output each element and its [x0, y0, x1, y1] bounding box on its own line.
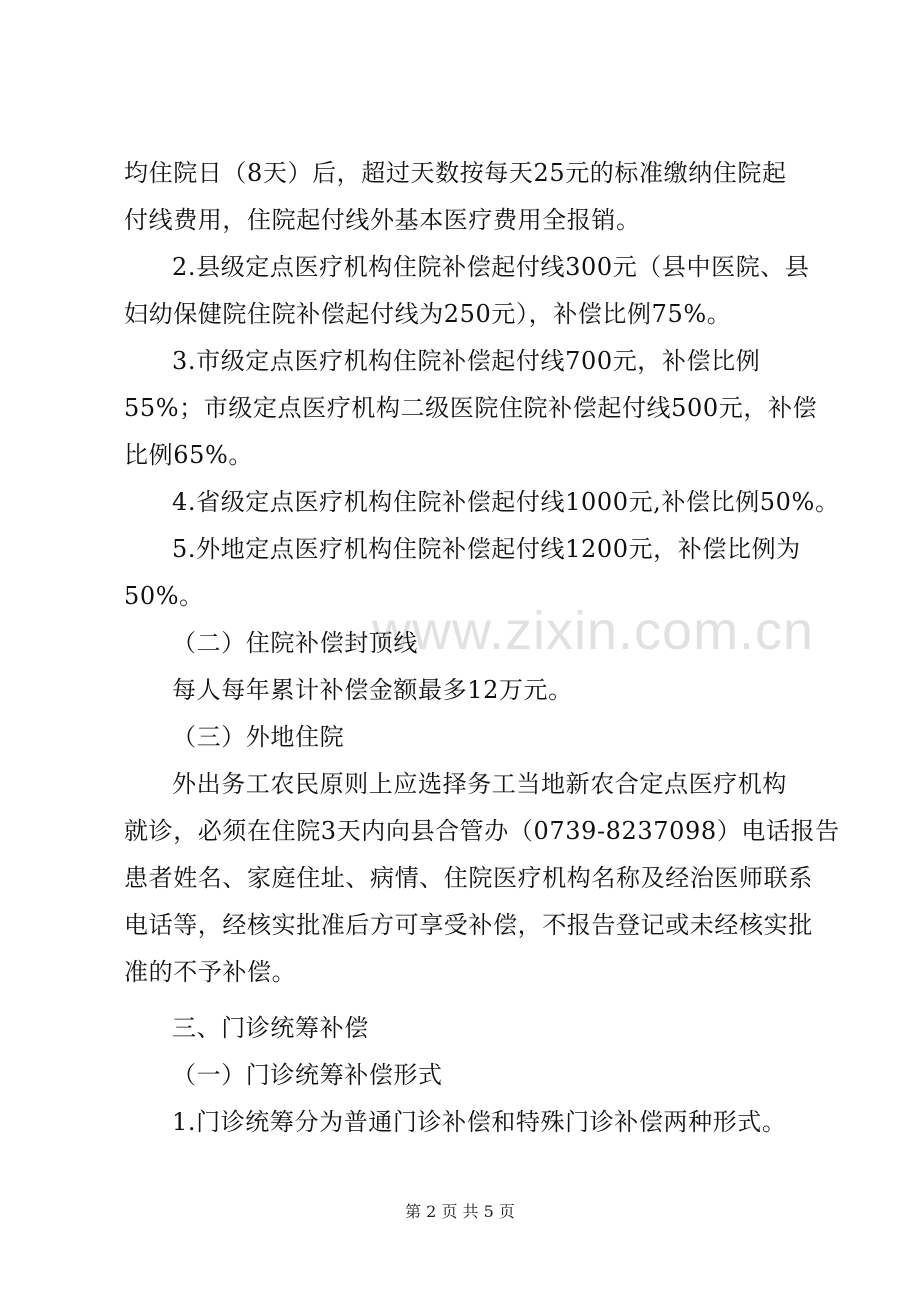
watermark-text: www.zixin.com.cn — [372, 601, 815, 661]
body-line: 电话等，经核实批准后方可享受补偿，不报告登记或未经核实批 — [124, 911, 813, 939]
document-body — [124, 150, 840, 1146]
page-footer: 第 2 页 共 5 页 — [405, 1202, 515, 1221]
body-line: 妇幼保健院住院补偿起付线为250元），补偿比例75%。 — [124, 300, 732, 328]
body-line: 准的不予补偿。 — [124, 958, 297, 986]
section-heading-cap: （二）住院补偿封顶线 — [172, 629, 418, 657]
body-line: 55%；市级定点医疗机构二级医院住院补偿起付线500元，补偿 — [124, 394, 818, 422]
section-heading-outpatient: 三、门诊统筹补偿 — [172, 1014, 369, 1042]
subsection-heading-outpatient-form: （一）门诊统筹补偿形式 — [172, 1061, 443, 1089]
body-line: 就诊，必须在住院3天内向县合管办（0739-8237098）电话报告 — [124, 817, 840, 845]
list-item-province: 4.省级定点医疗机构住院补偿起付线1000元,补偿比例50%。 — [172, 488, 840, 516]
list-item-out-of-area: 5.外地定点医疗机构住院补偿起付线1200元，补偿比例为 — [172, 535, 801, 563]
body-line: 比例65%。 — [124, 441, 253, 469]
body-line: 每人每年累计补偿金额最多12万元。 — [172, 676, 573, 704]
body-line: 付线费用，住院起付线外基本医疗费用全报销。 — [124, 206, 641, 234]
list-item-county: 2.县级定点医疗机构住院补偿起付线300元（县中医院、县 — [172, 253, 810, 281]
section-heading-out-of-area: （三）外地住院 — [172, 723, 345, 751]
list-item-outpatient-forms: 1.门诊统筹分为普通门诊补偿和特殊门诊补偿两种形式。 — [172, 1108, 787, 1136]
list-item-city: 3.市级定点医疗机构住院补偿起付线700元，补偿比例 — [172, 347, 761, 375]
body-line: 50%。 — [124, 582, 204, 610]
body-line: 患者姓名、家庭住址、病情、住院医疗机构名称及经治医师联系 — [124, 864, 813, 892]
body-line: 外出务工农民原则上应选择务工当地新农合定点医疗机构 — [172, 770, 787, 798]
body-line: 均住院日（8天）后，超过天数按每天25元的标准缴纳住院起 — [124, 159, 787, 187]
